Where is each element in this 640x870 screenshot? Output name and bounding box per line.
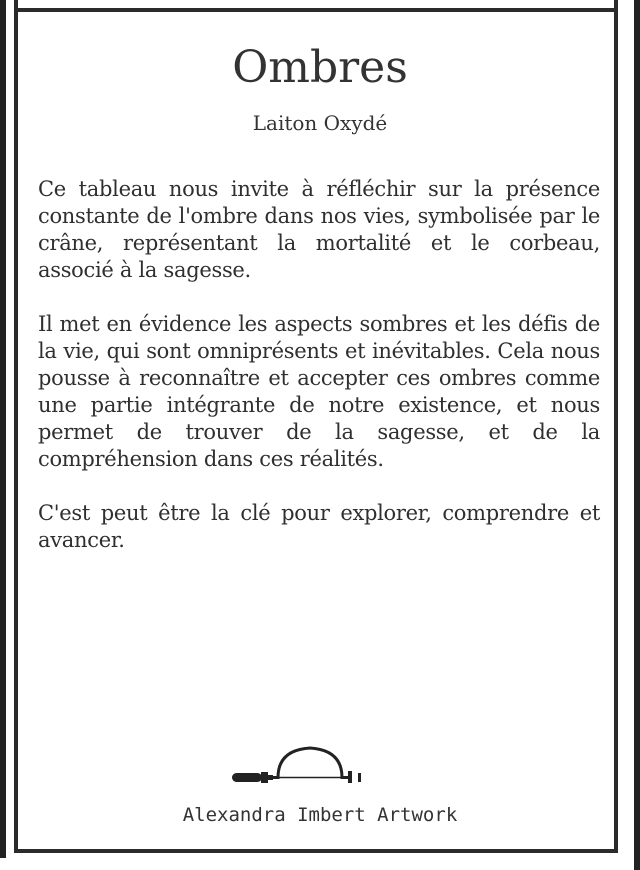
subtitle: Laiton Oxydé: [252, 111, 388, 135]
page-title: Ombres: [232, 42, 408, 93]
paragraph-3: C'est peut être la clé pour explorer, comprendre et avancer.: [38, 501, 600, 552]
description-text: [38, 176, 600, 581]
artist-signature: Alexandra Imbert Artwork: [182, 804, 458, 826]
jewelers-saw-icon: [230, 740, 370, 790]
paragraph-2: Il met en évidence les aspects sombres et les défis de la vie, qui sont omniprésents et inévitables. Cela nous pousse à reconnaître et accepter ces ombres comme une partie intégrante de notre existence, et nous permet de trouver de la sagesse, et de la compréhension dans ces réalités.: [38, 312, 600, 471]
paragraph-1: Ce tableau nous invite à réfléchir sur la présence constante de l'ombre dans nos vies, symbolisée par le crâne, représentant la mortalité et le corbeau, associé à la sagesse.: [38, 177, 600, 282]
